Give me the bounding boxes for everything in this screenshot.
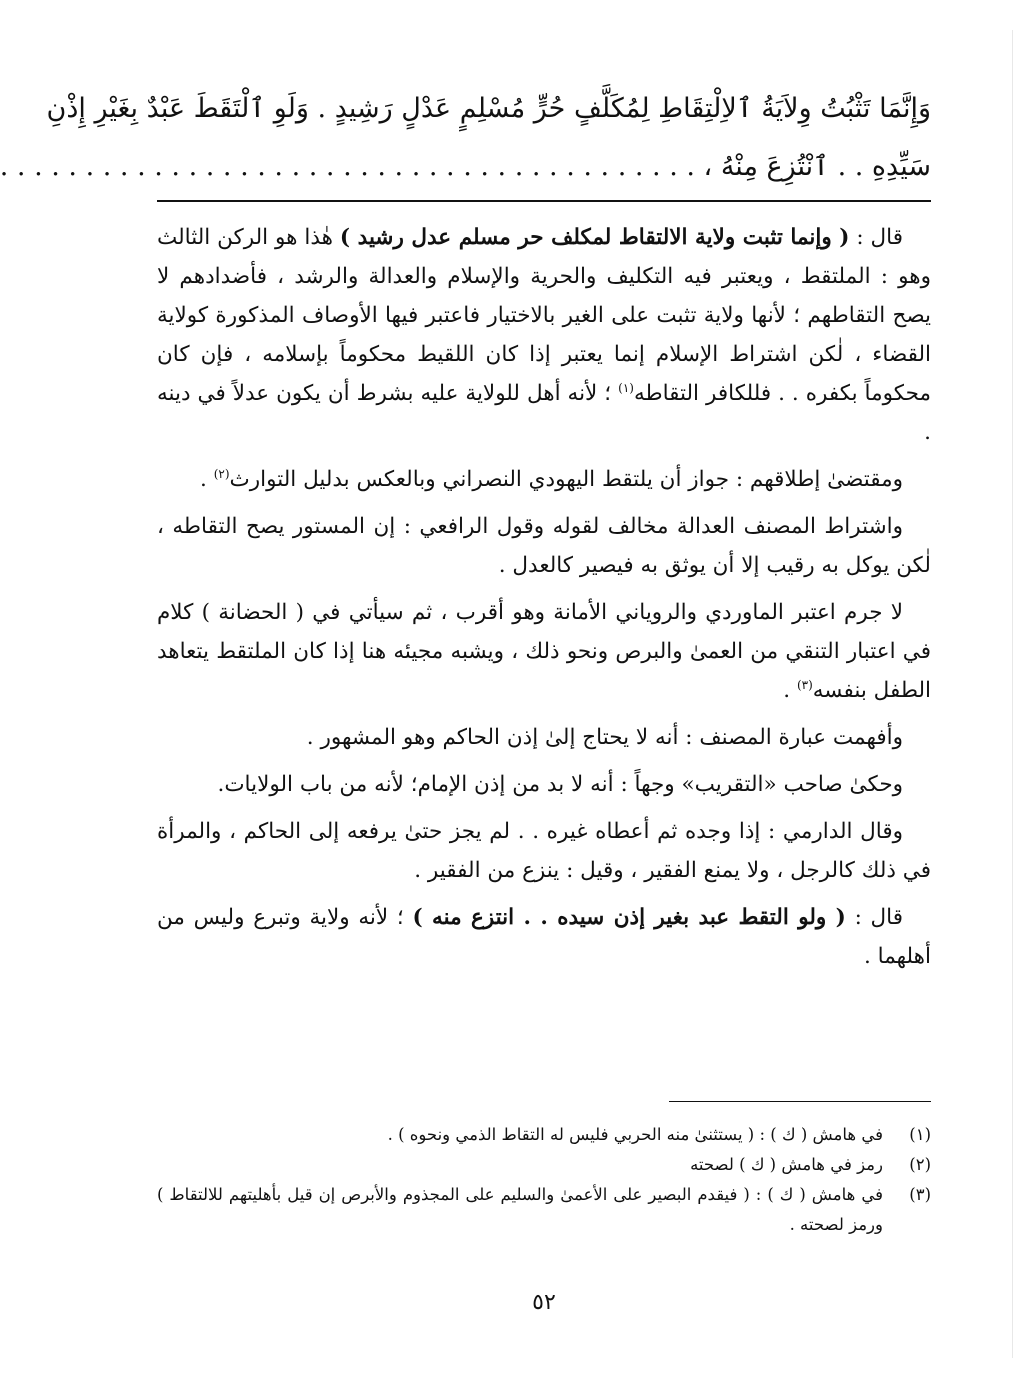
footnote-text: في هامش ( ك ) : ( يستثنىٰ منه الحربي فليس له التقاط الذمي ونحوه ) . [387,1125,883,1144]
text: لا جرم اعتبر الماوردي والروياني الأمانة وهو أقرب ، ثم سيأتي في ( الحضانة ) كلام في اعتبار التنقي من العمىٰ والبرص ونحو ذلك ، ويشبه مجيئه هنا إذا كان الملتقط يتعاهد الطفل بنفسه [157,600,931,703]
footnote-divider [669,1101,931,1102]
text: قال : [849,225,903,250]
text: . [200,467,214,492]
matn-line-2: سَيِّدِهِ . . ٱنْتُزِعَ مِنْهُ ، . . . . . . . . . . . . . . . . . . . . . . . . . . . . . . . . . . . . . . . . . [0,151,931,182]
footnote-3 [157,1180,931,1240]
quoted-matn: ( ولو التقط عبد بغير إذن سيده . . انتزع منه ) [412,905,846,930]
text: ومقتضىٰ إطلاقهم : جواز أن يلتقط اليهودي النصراني وبالعكس بدليل التوارث [229,467,903,492]
footnote-number: (٢) [909,1155,931,1174]
text: قال : [845,905,904,930]
quoted-matn: ( وإنما تثبت ولاية الالتقاط لمكلف حر مسلم عدل رشيد ) [339,225,850,250]
footnote-1 [157,1120,931,1150]
footnote-text: في هامش ( ك ) : ( فيقدم البصير على الأعمىٰ والسليم على المجذوم والأبرص إن قيل بأهليتهم للالتقاط ) ورمز لصحته . [157,1185,883,1234]
page-margin-line [1012,30,1013,1358]
paragraph-6: وحكىٰ صاحب «التقريب» وجهاً : أنه لا بد من إذن الإمام؛ لأنه من باب الولايات. [217,772,903,797]
text: هٰذا هو الركن الثالث وهو : الملتقط ، ويعتبر فيه التكليف والحرية والإسلام والعدالة والرشد ، فأضدادهم لا يصح التقاطهم ؛ لأنها ولاية تثبت على الغير بالاختيار فاعتبر فيها الأوصاف المذكورة كولاية القضاء ، لٰكن اشتراط الإسلام إنما يعتبر إذا كان اللقيط محكوماً بإسلامه ، فإن كان محكوماً بكفره . . فللكافر التقاطه [157,225,932,406]
commentary-text [157,218,931,984]
text: . [783,678,797,703]
page-number: ٥٢ [532,1290,556,1315]
footnote-number: (٣) [909,1185,931,1204]
text: ؛ لأنه أهل للولاية عليه بشرط أن يكون عدلاً في دينه . [157,381,931,445]
paragraph-5: وأفهمت عبارة المصنف : أنه لا يحتاج إلىٰ إذن الحاكم وهو المشهور . [306,725,903,750]
footnote-text: رمز في هامش ( ك ) لصحته [690,1155,883,1174]
paragraph-4 [157,593,931,710]
paragraph-7: وقال الدارمي : إذا وجده ثم أعطاه غيره . . لم يجز حتىٰ يرفعه إلى الحاكم ، والمرأة في ذلك كالرجل ، ولا يمنع الفقير ، وقيل : ينزع من الفقير . [157,819,931,883]
paragraph-8 [157,898,931,976]
footnote-number: (١) [909,1125,931,1144]
footnote-ref-3[interactable]: (٣) [796,677,813,692]
matn-line-1: وَإِنَّمَا تَثْبُتُ وِلاَيَةُ ٱلاِلْتِقَاطِ لِمُكَلَّفٍ حُرٍّ مُسْلِمٍ عَدْلٍ رَشِيدٍ . وَلَوِ ٱلْتَقَطَ عَبْدٌ بِغَيْرِ إِذْنِ [46,93,931,124]
footnotes [157,1120,931,1240]
matn-divider [157,200,931,202]
paragraph-3: واشتراط المصنف العدالة مخالف لقوله وقول الرافعي : إن المستور يصح التقاطه ، لٰكن يوكل به رقيب إلا أن يوثق به فيصير كالعدل . [157,514,931,578]
footnote-ref-2[interactable]: (٢) [213,466,230,481]
text: ؛ لأنه ولاية وتبرع وليس من أهلهما . [157,905,931,969]
paragraph-1 [157,218,931,452]
paragraph-2 [157,460,931,499]
matn-text [0,80,931,196]
footnote-ref-1[interactable]: (١) [618,380,634,395]
footnote-2 [157,1150,931,1180]
